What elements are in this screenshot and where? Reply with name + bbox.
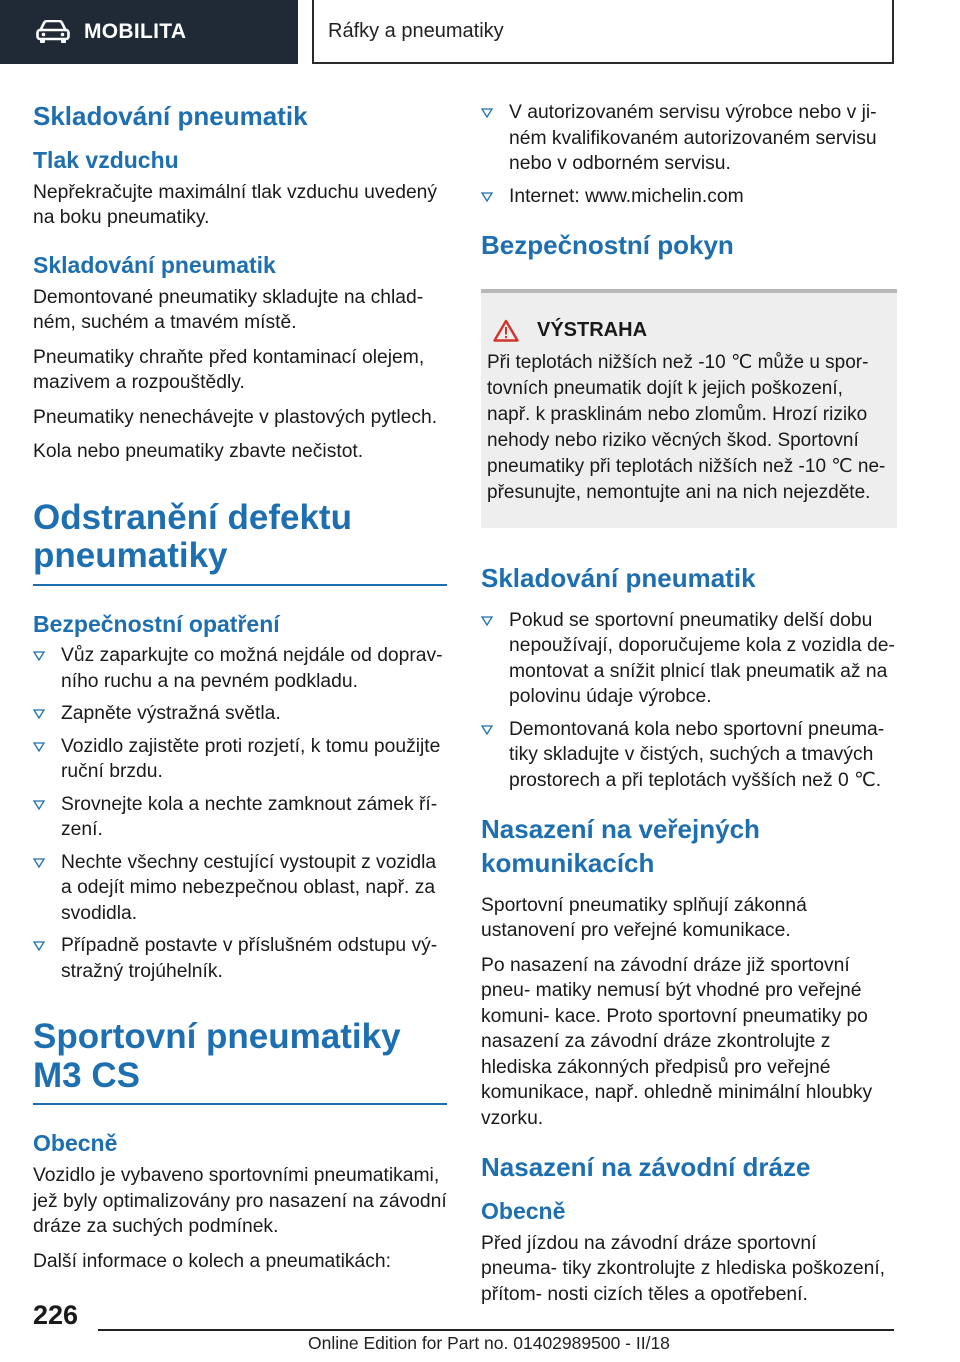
heading-public-roads: Nasazení na veřejných komunikacích <box>481 814 760 878</box>
bullet-triangle-icon <box>33 651 45 661</box>
heading-safety-notice: Bezpečnostní pokyn <box>481 230 734 260</box>
bullet-triangle-icon <box>33 742 45 752</box>
chapter-title: Ráfky a pneumatiky <box>328 19 504 42</box>
heading-storage-sub: Skladování pneumatik <box>33 251 276 278</box>
left-column <box>33 100 447 1283</box>
list-item: Demontovaná kola nebo sportovní pneuma‐ tiky skladujte v čistých, suchých a tmavých prostorech a při teplotách vyšších než 0 ℃. <box>481 717 897 794</box>
paragraph: Vozidlo je vybaveno sportovními pneumatikami, jež byly optimalizovány pro nasazení na závodní dráze za suchých podmínek. <box>33 1165 447 1238</box>
header-section-tab <box>0 0 298 64</box>
list-item: Srovnejte kola a nechte zamknout zámek ří‐ zení. <box>33 792 447 843</box>
list-item: Případně postavte v příslušném odstupu vý‐ stražný trojúhelník. <box>33 933 447 984</box>
list-item: Nechte všechny cestující vystoupit z vozidla a odejít mimo nebezpečnou oblast, např. za svodidla. <box>33 850 447 927</box>
bullet-triangle-icon <box>33 709 45 719</box>
bullet-triangle-icon <box>33 800 45 810</box>
heading-sport-tyres: Sportovní pneumatiky M3 CS <box>33 1018 447 1105</box>
list-item: Vozidlo zajistěte proti rozjetí, k tomu použijte ruční brzdu. <box>33 734 447 785</box>
list-item: Zapněte výstražná světla. <box>33 701 447 727</box>
edition-note: Online Edition for Part no. 01402989500 - II/18 <box>308 1333 670 1353</box>
storage-list <box>481 608 897 794</box>
safety-list <box>33 643 447 984</box>
warning-triangle-icon <box>493 319 519 342</box>
paragraph: Další informace o kolech a pneumatikách: <box>33 1250 391 1272</box>
heading-air-pressure: Tlak vzduchu <box>33 146 179 173</box>
bullet-triangle-icon <box>33 941 45 951</box>
paragraph: Před jízdou na závodní dráze sportovní pneuma‐ tiky zkontrolujte z hlediska poškození, přítom‐ nosti cizích těles a opotřebení. <box>481 1232 886 1305</box>
paragraph: Pneumatiky nenechávejte v plastových pytlech. <box>33 406 438 428</box>
paragraph: Pneumatiky chraňte před kontaminací olejem, mazivem a rozpouštědly. <box>33 346 425 394</box>
bullet-triangle-icon <box>481 616 493 626</box>
bullet-triangle-icon <box>481 725 493 735</box>
paragraph: Nepřekračujte maximální tlak vzduchu uvedený na boku pneumatiky. <box>33 181 438 229</box>
heading-race-track: Nasazení na závodní dráze <box>481 1152 811 1183</box>
warning-text: Při teplotách nižších než ‑10 ℃ může u spor‐ tovních pneumatik dojít k jejich poškození, např. k prasklinám nebo zlomům. Hrozí riziko nehody nebo riziko věcných škod. Sportovní pneumatiky při teplotách nižších než ‑10 ℃ ne‐ přesunujte, nemontujte ani na nich nejezděte. <box>487 351 886 503</box>
list-item: Vůz zaparkujte co možná nejdále od doprav‐ ního ruchu a na pevném podkladu. <box>33 643 447 694</box>
heading-general-track: Obecně <box>481 1197 566 1224</box>
heading-storage-sport: Skladování pneumatik <box>481 562 756 593</box>
list-item: V autorizovaném servisu výrobce nebo v ji‐ ném kvalifikovaném autorizovaném servisu nebo v odborném servisu. <box>481 100 897 177</box>
paragraph: Po nasazení na závodní dráze již sportovní pneu‐ matiky nemusí být vhodné pro veřejné komuni‐ kace. Proto sportovní pneumatiky po nasazení za závodní dráze zkontrolujte z hlediska zákonných předpisů pro veřejné komunikace, např. ohledně minimální hloubky vzorku. <box>481 954 873 1129</box>
bullet-triangle-icon <box>481 108 493 118</box>
bullet-triangle-icon <box>33 858 45 868</box>
page-number: 226 <box>33 1300 79 1330</box>
list-item: Pokud se sportovní pneumatiky delší dobu nepoužívají, doporučujeme kola z vozidla de‐ montovat a snížit plnicí tlak pneumatik až na polovinu údaje výrobce. <box>481 608 897 710</box>
heading-general: Obecně <box>33 1130 118 1157</box>
paragraph: Kola nebo pneumatiky zbavte nečistot. <box>33 441 364 463</box>
warning-box <box>481 289 897 528</box>
heading-safety-measures: Bezpečnostní opatření <box>33 610 280 637</box>
info-list <box>481 100 897 209</box>
section-title: MOBILITA <box>84 20 187 43</box>
right-column <box>481 100 897 1316</box>
warning-title: VÝSTRAHA <box>537 318 648 341</box>
paragraph: Sportovní pneumatiky splňují zákonná ustanovení pro veřejné komunikace. <box>481 894 807 942</box>
bullet-triangle-icon <box>481 192 493 202</box>
car-icon <box>36 20 70 44</box>
header-chapter-tab <box>312 0 894 64</box>
heading-puncture-repair: Odstranění defektu pneumatiky <box>33 499 447 586</box>
paragraph: Demontované pneumatiky skladujte na chlad‐ ném, suchém a tmavém místě. <box>33 286 424 334</box>
heading-storage: Skladování pneumatik <box>33 101 308 131</box>
list-item: Internet: www.michelin.com <box>481 184 897 210</box>
footer-divider <box>98 1329 894 1331</box>
